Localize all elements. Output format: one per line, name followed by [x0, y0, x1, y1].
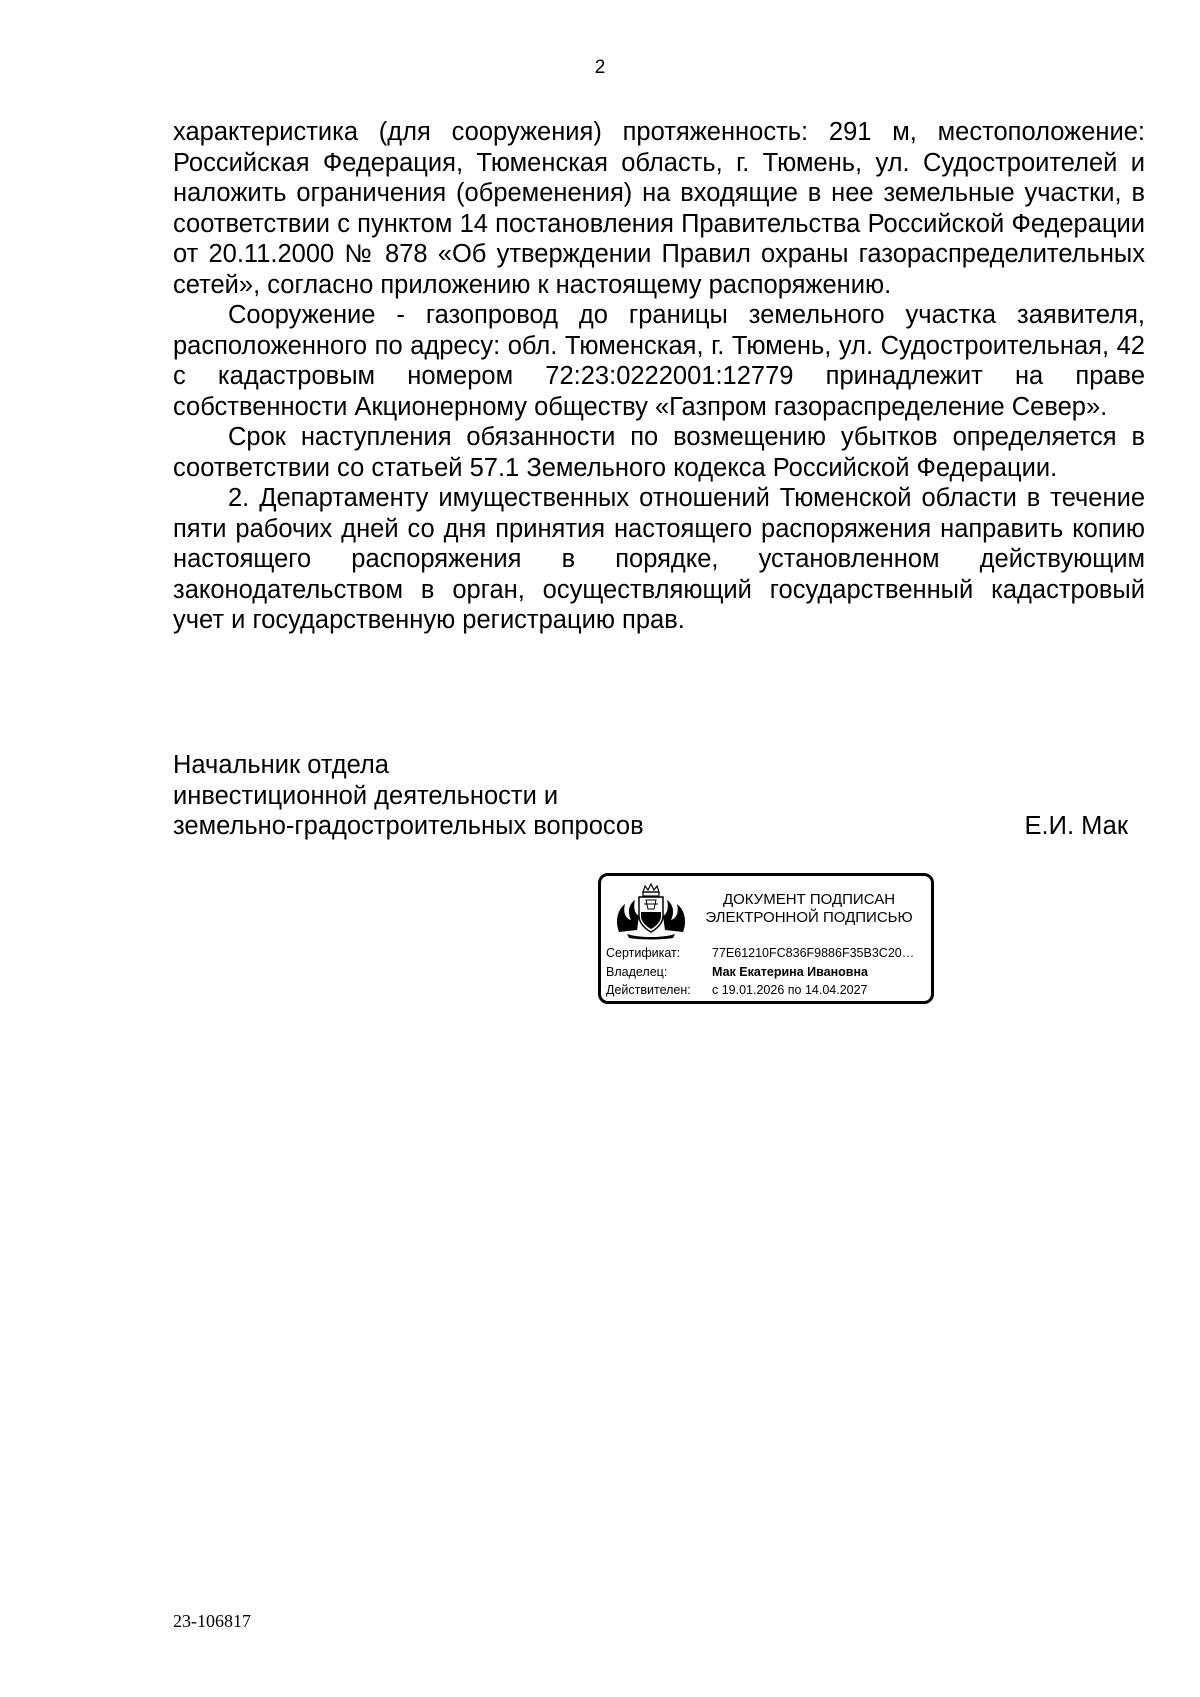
page-number: 2 — [594, 57, 606, 78]
signer-position-line: Начальник отдела — [173, 751, 389, 779]
paragraph-item-2: 2. Департаменту имущественных отношений Тюменской области в течение пяти рабочих дней со дня принятия настоящего распоряжения направить копию настоящего распоряжения в порядке, установленном действующим законодательством в орган, осуществляющий государственный кадастровый учет и государственную регистрацию прав. — [173, 484, 1145, 634]
document-body — [173, 117, 1145, 636]
certificate-label: Сертификат: — [606, 946, 681, 960]
signature-block — [173, 750, 1128, 842]
signer-name: Е.И. Мак — [1024, 812, 1128, 840]
stamp-owner-row — [606, 965, 868, 980]
electronic-signature-stamp — [598, 873, 934, 1004]
validity-label: Действителен: — [606, 983, 691, 997]
document-code: 23-106817 — [173, 1611, 251, 1631]
stamp-certificate-row — [606, 946, 914, 961]
stamp-validity-row — [606, 983, 868, 998]
owner-value: Мак Екатерина Ивановна — [712, 965, 868, 979]
stamp-title — [689, 891, 929, 927]
paragraph-continuation: характеристика (для сооружения) протяженность: 291 м, местоположение: Российская Федерация, Тюменская область, г. Тюмень, ул. Судостроителей и наложить ограничения (обременения) на входящие в нее земельные участки, в соответствии с пунктом 14 постановления Правительства Российской Федерации от 20.11.2000 № 878 «Об утверждении Правил охраны газораспределительных сетей», согласно приложению к настоящему распоряжению. — [173, 118, 1145, 299]
paragraph-structure-ownership: Сооружение - газопровод до границы земельного участка заявителя, расположенного по адресу: обл. Тюменская, г. Тюмень, ул. Судостроительная, 42 с кадастровым номером 72:23:0222001:12779 принадлежит на праве собственности Акционерному обществу «Газпром газораспределение Север». — [173, 301, 1145, 421]
paragraph-compensation-term: Срок наступления обязанности по возмещению убытков определяется в соответствии со статьей 57.1 Земельного кодекса Российской Федерации. — [173, 423, 1145, 482]
stamp-title-line: ДОКУМЕНТ ПОДПИСАН — [722, 891, 896, 908]
stamp-title-line: ЭЛЕКТРОННОЙ ПОДПИСЬЮ — [705, 909, 913, 926]
signer-position-line: земельно-градостроительных вопросов — [173, 812, 644, 840]
certificate-value: 77E61210FC836F9886F35B3C20… — [712, 946, 915, 960]
signer-position-line: инвестиционной деятельности и — [173, 781, 559, 810]
tyumen-coat-of-arms-icon — [613, 882, 689, 940]
owner-label: Владелец: — [606, 965, 668, 979]
validity-value: с 19.01.2026 по 14.04.2027 — [712, 983, 868, 997]
